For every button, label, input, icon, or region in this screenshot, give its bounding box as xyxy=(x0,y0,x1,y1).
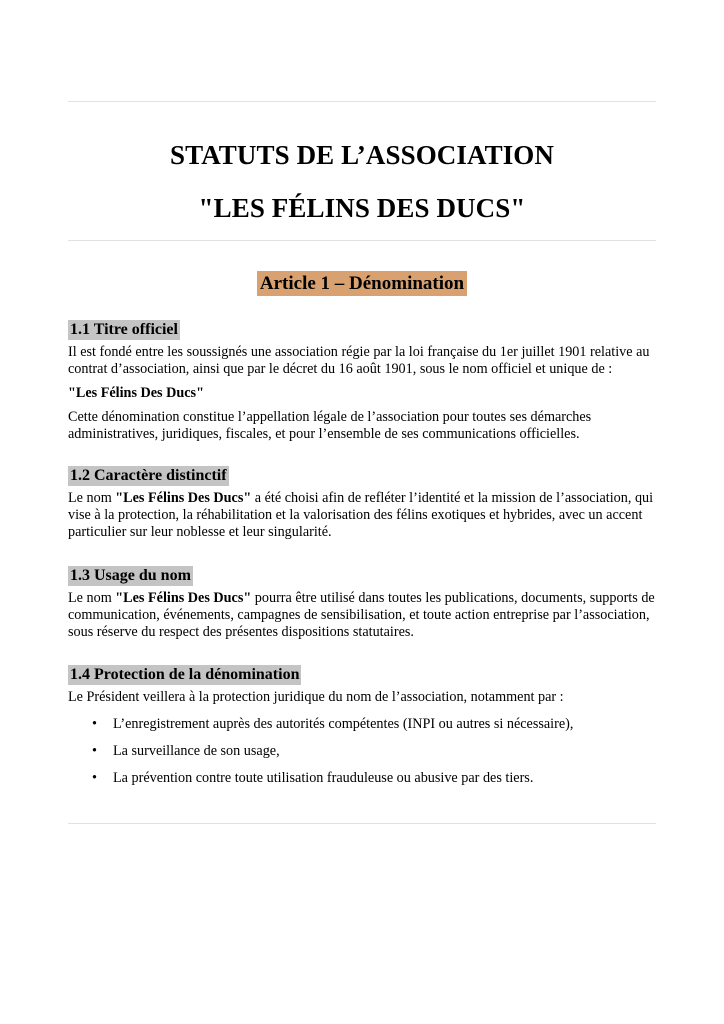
section-heading: 1.2 Caractère distinctif xyxy=(70,467,227,484)
official-name: "Les Félins Des Ducs" xyxy=(68,385,204,401)
list-item xyxy=(68,743,660,760)
text-run: Le nom xyxy=(68,590,116,606)
bottom-rule xyxy=(68,823,656,824)
list-item xyxy=(68,770,660,787)
article-heading: Article 1 – Dénomination xyxy=(257,271,467,296)
association-name: "Les Félins Des Ducs" xyxy=(115,490,252,506)
list-item xyxy=(68,716,660,733)
bullet-list xyxy=(68,716,660,787)
bullet-icon: • xyxy=(92,770,97,786)
bullet-icon: • xyxy=(92,743,97,759)
paragraph: Le Président veillera à la protection juridique du nom de l’association, notamment par : xyxy=(68,689,564,705)
title-rule xyxy=(68,240,656,241)
list-item-text: La surveillance de son usage, xyxy=(113,743,280,759)
text-run: pourra être utilisé dans toutes les publications, documents, supports de communication, événements, campagnes de sensibilisation, et toute action entreprise par l’association, sous réserve du respect des présentes dispositions statutaires. xyxy=(68,590,655,640)
document-title-line-1: STATUTS DE L’ASSOCIATION xyxy=(169,140,555,170)
association-name: "Les Félins Des Ducs" xyxy=(115,590,252,606)
paragraph: Il est fondé entre les soussignés une association régie par la loi française du 1er juillet 1901 relative au contrat d’association, ainsi que par le décret du 16 août 1901, sous le nom officiel et unique de : xyxy=(68,344,650,377)
section-heading: 1.1 Titre officiel xyxy=(70,321,178,338)
document-title-line-2: "LES FÉLINS DES DUCS" xyxy=(198,193,526,223)
section-heading: 1.4 Protection de la dénomination xyxy=(70,666,300,683)
article-heading-wrap xyxy=(0,271,724,296)
section-protection-denomination xyxy=(68,665,660,797)
paragraph xyxy=(68,490,660,541)
paragraph xyxy=(68,590,660,641)
text-run: Le nom xyxy=(68,490,116,506)
section-titre-officiel xyxy=(68,320,660,450)
section-heading: 1.3 Usage du nom xyxy=(70,567,191,584)
bullet-icon: • xyxy=(92,716,97,732)
section-usage-du-nom xyxy=(68,566,660,648)
top-rule xyxy=(68,101,656,102)
list-item-text: La prévention contre toute utilisation frauduleuse ou abusive par des tiers. xyxy=(113,770,534,786)
list-item-text: L’enregistrement auprès des autorités compétentes (INPI ou autres si nécessaire), xyxy=(113,716,574,732)
text-run: a été choisi afin de refléter l’identité et la mission de l’association, qui vise à la protection, la réhabilitation et la valorisation des félins exotiques et hybrides, avec un accent particulier sur leur noblesse et leur singularité. xyxy=(68,490,654,540)
paragraph: Cette dénomination constitue l’appellation légale de l’association pour toutes ses démarches administratives, juridiques, fiscales, et pour l’ensemble de ses communications officielles. xyxy=(68,409,592,442)
section-caractere-distinctif xyxy=(68,466,660,548)
